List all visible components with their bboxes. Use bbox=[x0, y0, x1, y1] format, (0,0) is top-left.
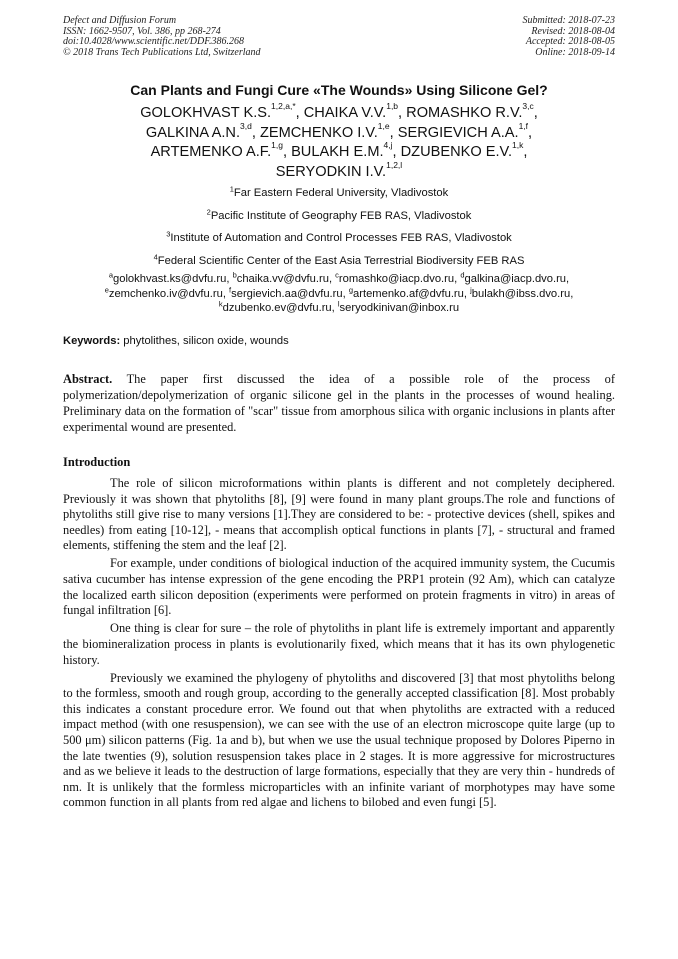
author: SERGIEVICH A.A.$^{1,f}$ bbox=[397, 120, 529, 141]
author: ROMASHKO R.V.$^{3,c}$ bbox=[406, 101, 534, 121]
affiliation: $^2$Pacific Institute of Geography FEB RAS, Vladivostok bbox=[206, 206, 472, 222]
paper-title: Can Plants and Fungi Cure «The Wounds» Using Silicone Gel? bbox=[130, 82, 548, 98]
date-revised: Revised: 2018-08-04 bbox=[531, 25, 615, 37]
date-submitted: Submitted: 2018-07-23 bbox=[522, 15, 615, 26]
paragraph: One thing is clear for sure – the role of phytoliths in plant life is extremely important and apparently the biomineralization process in plants is evolutionarily fixed, which means that it has its own phylogenetic history. bbox=[63, 621, 615, 667]
date-accepted: Accepted: 2018-08-05 bbox=[525, 36, 615, 48]
paragraph: Previously we examined the phylogeny of phytoliths and discovered [3] that most phytoliths belong to the formless, smooth and rough group, according to the generally accepted classification [8]. Most probably this indicates a constant procedure error. We found out that when phytoliths are extracted with a reduced impact method (with one resuspension), we can see with the use of an electron microscope quite large (up to 500 μm) silicon patterns (Fig. 1a and b), but when we use the usual technique proposed by Dolores Piperno in the late twenties (9), solution resuspension takes place in 2 stages. It is more aggressive for microstructures and as we believe it leads to the destruction of large formations, especially that they are very thin - hundreds of nm. It is unlikely that the formless microparticles with an infinite variant of morphotypes may have some common function in all plants from red algae and lichens to bilobed and even fungi [5]. bbox=[63, 670, 615, 810]
affiliation-list bbox=[40, 186, 638, 276]
author-list: GOLOKHVAST K.S.$^{1,2,a,*}$, CHAIKA V.V.$^{1,b}$, ROMASHKO R.V.$^{3,c}$, GALKINA A.N.$^{3,d}$, ZEMCHENKO I.V.$^{1,e}$, SERGIEVICH A.A.$^{1,f}$, ARTEMENKO A.F.$^{1,g}$, BULAKH E.M.$^{4,j}$, DZUBENKO E.V.$^{1,k}$, SERYODKIN I.V.$^{1,2,l}$ bbox=[140, 101, 538, 180]
date-online: Online: 2018-09-14 bbox=[535, 46, 615, 58]
abstract-label: Abstract. bbox=[63, 372, 113, 386]
keywords-label: Keywords: bbox=[63, 335, 121, 347]
author: CHAIKA V.V.$^{1,b}$ bbox=[303, 101, 399, 121]
paragraph: The role of silicon microformations within plants is different and not completely deciphered. Previously it was shown that phytoliths [8], [9] were found in many plant groups.The role and functions of phytoliths still give rise to many versions [1].They are considered to be: - protective devices (shell, spikes and needles) from eating [10-12], - means that accomplish optical functions in plants [7], - structural and framed elements, stiffening the stem and the leaf [2]. bbox=[63, 476, 615, 553]
email-link[interactable]: $^c$romashko@iacp.dvo.ru bbox=[335, 270, 455, 285]
abstract-text: The paper first discussed the idea of a possible role of the process of polymerization/depolymerization of organic silicone gel in the plants in the processes of wound healing. Preliminary data on the formation of "scar" tissue from amorphous silica with organic inclusions in plants after experimental wound are presented. bbox=[63, 372, 615, 434]
email-link[interactable]: $^l$seryodkinivan@inbox.ru bbox=[337, 299, 460, 314]
author: BULAKH E.M.$^{4,j}$ bbox=[291, 140, 393, 160]
journal-info bbox=[63, 16, 261, 58]
affiliation: $^3$Institute of Automation and Control Processes FEB RAS, Vladivostok bbox=[166, 229, 512, 244]
journal-name: Defect and Diffusion Forum bbox=[63, 15, 177, 26]
email-link[interactable]: $^f$sergievich.aa@dvfu.ru bbox=[229, 284, 343, 300]
paragraph: For example, under conditions of biological induction of the acquired immunity system, the Cucumis sativa cucumber has intense expression of the gene encoding the PRP1 protein (92 Am), which can catalyze the localized earth silicon deposition (experiments were performed on protein fragments in vitro) in areas of fungal infiltration [6]. bbox=[63, 556, 615, 618]
author: ZEMCHENKO I.V.$^{1,e}$ bbox=[259, 120, 390, 141]
email-link[interactable]: $^e$zemchenko.iv@dvfu.ru bbox=[104, 284, 223, 300]
publication-dates bbox=[523, 16, 616, 58]
email-list: $^a$golokhvast.ks@dvfu.ru, $^b$chaika.vv@dvfu.ru, $^c$romashko@iacp.dvo.ru, $^d$galkina@iacp.dvo.ru, $^e$zemchenko.iv@dvfu.ru, $^f$sergievich.aa@dvfu.ru, $^g$artemenko.af@dvfu.ru, $^j$bulakh@ibss.dvo.ru, $^k$dzubenko.ev@dvfu.ru, $^l$seryodkinivan@inbox.ru bbox=[104, 270, 574, 314]
email-link[interactable]: $^k$dzubenko.ev@dvfu.ru bbox=[218, 299, 332, 314]
section-heading-introduction: Introduction bbox=[63, 455, 131, 469]
email-link[interactable]: $^b$chaika.vv@dvfu.ru bbox=[232, 270, 329, 285]
author: GALKINA A.N.$^{3,d}$ bbox=[145, 120, 252, 141]
author: ARTEMENKO A.F.$^{1,g}$ bbox=[150, 140, 283, 160]
journal-copyright: © 2018 Trans Tech Publications Ltd, Switzerland bbox=[63, 46, 261, 58]
author: GOLOKHVAST K.S.$^{1,2,a,*}$ bbox=[140, 101, 296, 121]
affiliation: $^4$Federal Scientific Center of the East Asia Terrestrial Biodiversity FEB RAS bbox=[153, 251, 525, 267]
email-link[interactable]: $^d$galkina@iacp.dvo.ru bbox=[460, 270, 567, 285]
journal-doi[interactable]: doi:10.4028/www.scientific.net/DDF.386.268 bbox=[63, 36, 245, 48]
author: SERYODKIN I.V.$^{1,2,l}$ bbox=[275, 159, 403, 180]
email-link[interactable]: $^g$artemenko.af@dvfu.ru bbox=[348, 284, 464, 300]
keywords bbox=[63, 335, 615, 347]
abstract bbox=[63, 372, 615, 436]
introduction-body bbox=[63, 476, 615, 813]
keywords-text: phytolithes, silicon oxide, wounds bbox=[120, 335, 289, 347]
email-link[interactable]: $^a$golokhvast.ks@dvfu.ru bbox=[108, 270, 227, 285]
journal-issn: ISSN: 1662-9507, Vol. 386, pp 268-274 bbox=[63, 25, 221, 37]
email-link[interactable]: $^j$bulakh@ibss.dvo.ru bbox=[470, 284, 571, 300]
author: DZUBENKO E.V.$^{1,k}$ bbox=[400, 140, 524, 160]
affiliation: $^1$Far Eastern Federal University, Vladivostok bbox=[229, 184, 449, 199]
